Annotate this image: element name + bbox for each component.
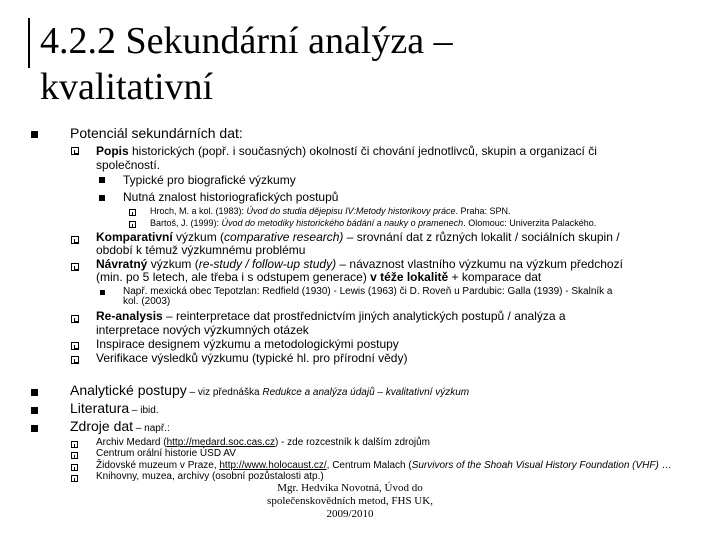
navrat-cont-a: (min. po 5 letech, ale třeba i s odstupem generace) [96,270,371,284]
checkbox-bullet-icon [71,452,78,459]
footer-line-1: Mgr. Hedvika Novotná, Úvod do [277,482,423,494]
ref-bartos-rest: . Olomouc: Univerzita Palackého. [463,218,597,228]
s3-label: Literatura [70,400,130,416]
checkbox-bullet-icon [71,475,78,482]
link-medard[interactable]: http://medard.soc.cas.cz [166,437,275,448]
reanal-text: – reinterpretace dat prostřednictvím jiných analytických postupů / analýza a [162,309,566,323]
item-reanalysis [96,309,566,323]
item-verifikace: Verifikace výsledků výzkumu (typické hl. pro přírodní vědy) [96,351,408,365]
checkbox-bullet-icon [71,315,79,323]
komp-rest: – srovnání dat z různých lokalit / sociálních skupin / [343,230,620,244]
source-medard-a: Archiv Medard ( [96,437,167,448]
source-zidovske-c: … [658,460,672,471]
popis-sub-1: Typické pro biografické výzkumy [123,173,296,187]
source-zidovske-a: Židovské muzeum v Praze, [96,460,220,471]
bullet-square-icon [99,177,105,183]
item-popis [96,144,597,158]
title-accent-bar [28,18,30,68]
item-navratny [96,257,623,271]
source-zidovske [96,460,672,471]
navrat-rest: – návaznost vlastního výzkumu na výzkum předchozí [336,257,623,271]
s2-note: – viz přednáška [186,387,263,398]
item-navratny-cont [96,270,541,284]
checkbox-bullet-icon [71,147,79,155]
bullet-square-icon [31,407,38,414]
ref-bartos-author: Bartoš, J. (1999): [150,218,222,228]
komp-bold: Komparativní [96,230,173,244]
ref-bartos [150,218,596,228]
source-zidovske-ital: Survivors of the Shoah Visual History Foundation (VHF) [411,460,659,471]
popis-sub-2: Nutná znalost historiografických postupů [123,190,339,204]
checkbox-bullet-icon [71,356,79,364]
komp-text: výzkum ( [172,230,225,244]
section-zdroje [70,418,170,436]
popis-bold: Popis [96,144,129,158]
checkbox-bullet-icon [129,221,136,228]
item-reanalysis-cont: interpretace nových výzkumných otázek [96,323,309,337]
footer-line-2: společenskovědních metod, FHS UK, [267,495,433,507]
item-inspirace: Inspirace designem výzkumu a metodologickými postupy [96,337,399,351]
bullet-square-icon [31,389,38,396]
footer-line-3: 2009/2010 [326,508,374,520]
source-knihovny: Knihovny, muzea, archivy (osobní pozůstalosti atp.) [96,471,324,482]
s4-note: – např.: [133,423,170,434]
slide-title [40,18,700,110]
source-zidovske-b: , Centrum Malach ( [326,460,412,471]
slide-footer [250,482,450,521]
navrat-cont-b: v téže lokalitě [370,270,449,284]
checkbox-bullet-icon [71,236,79,244]
title-line-2: kvalitativní [40,66,214,108]
bullet-square-icon [31,425,38,432]
example-line-1: Např. mexická obec Tepotzlan: Redfield (1930) - Lewis (1963) či D. Roveň u Pardubic: Galla (1939) - Skalník a [123,286,613,297]
item-komparativni-cont: období k témuž výzkumnému problému [96,243,306,257]
s2-note-ital: Redukce a analýza údajů – kvalitativní výzkum [262,387,470,398]
item-popis-cont: společností. [96,158,161,172]
checkbox-bullet-icon [71,342,79,350]
ref-hroch-title: Úvod do studia dějepisu IV:Metody historikovy práce [246,206,456,216]
s2-label: Analytické postupy [70,382,187,398]
checkbox-bullet-icon [71,263,79,271]
section-analyticke [70,382,469,400]
link-holocaust[interactable]: http://www.holocaust.cz/ [219,460,327,471]
section-potencial: Potenciál sekundárních dat: [70,125,243,141]
navrat-bold: Návratný [96,257,148,271]
komp-ital: comparative research) [224,230,344,244]
ref-bartos-title: Úvod do metodiky historického bádání a nauky o pramenech [221,218,464,228]
s3-note: – ibid. [129,405,159,416]
bullet-square-icon [100,290,105,295]
navrat-ital: re-study / follow-up study) [198,257,337,271]
s4-label: Zdroje dat [70,418,134,434]
navrat-text: výzkum ( [147,257,199,271]
ref-hroch [150,206,511,216]
ref-hroch-author: Hroch, M. a kol. (1983): [150,206,247,216]
item-komparativni [96,230,620,244]
reanal-bold: Re-analysis [96,309,163,323]
popis-text: historických (popř. i současných) okolností či chování jednotlivců, skupin a organizací či [128,144,597,158]
source-centrum: Centrum orální historie ÚSD AV [96,448,236,459]
source-medard-b: ) - zde rozcestník k dalším zdrojům [274,437,431,448]
checkbox-bullet-icon [71,464,78,471]
checkbox-bullet-icon [71,441,78,448]
title-line-1: 4.2.2 Sekundární analýza – [40,20,453,62]
navrat-cont-c: + komparace dat [448,270,542,284]
checkbox-bullet-icon [129,209,136,216]
bullet-square-icon [99,195,105,201]
source-medard [96,437,430,448]
example-line-2: kol. (2003) [123,296,171,307]
section-literatura [70,400,159,418]
ref-hroch-rest: . Praha: SPN. [455,206,511,216]
bullet-square-icon [31,131,38,138]
